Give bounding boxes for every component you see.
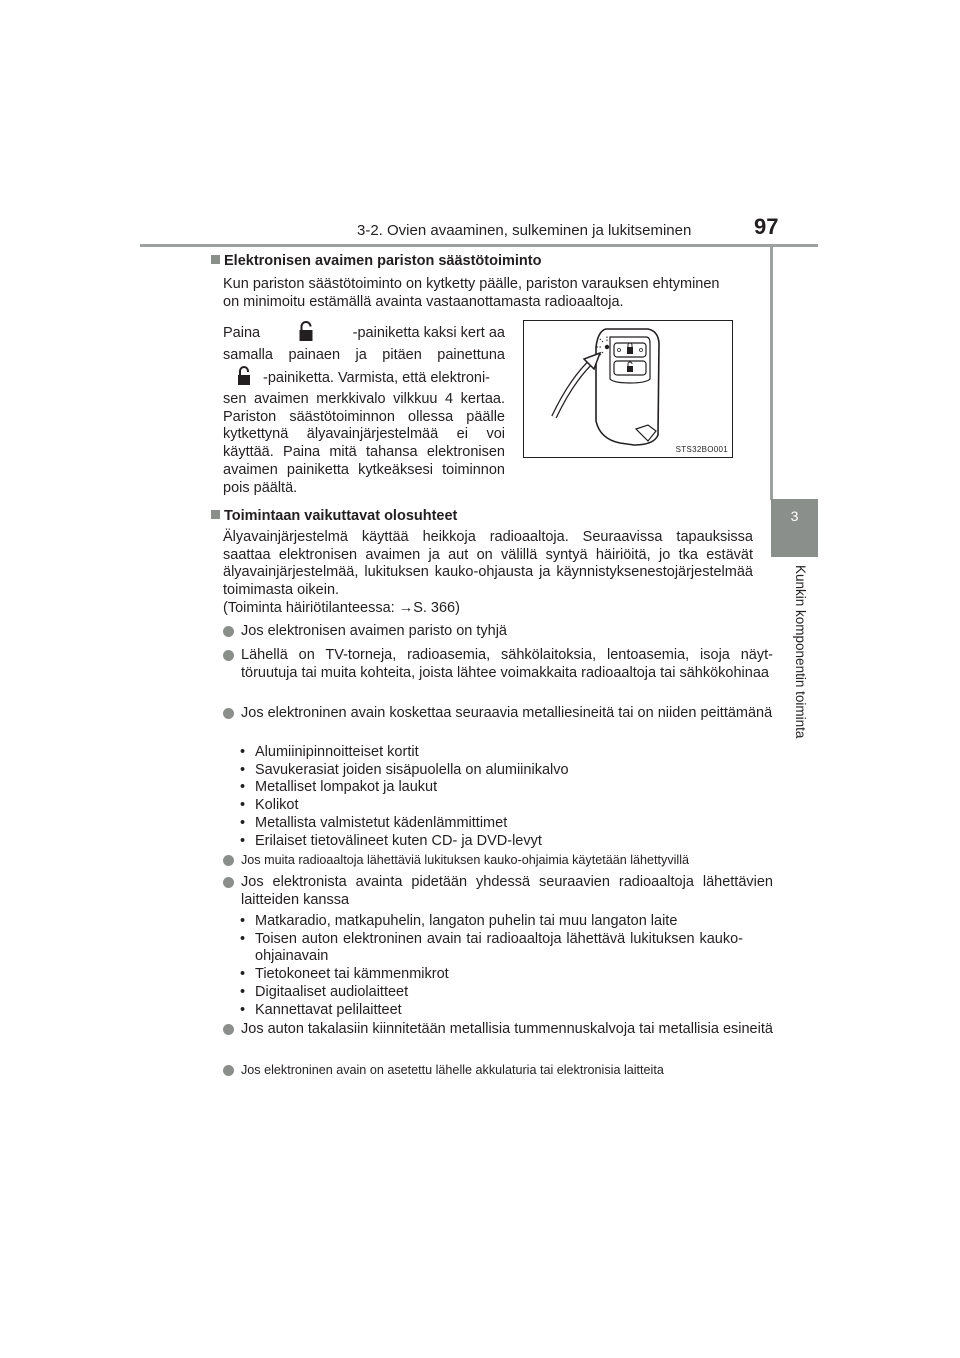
conditions-reference: (Toiminta häiriötilanteessa: →S. 366) [223, 600, 460, 616]
bullet-text: Lähellä on TV-torneja, radioasemia, sähkölaitoksia, lentoasemia, isoja näyttöruutuja tai muita kohteita, joista lähtee voimakkaita radioaaltoja tai sähkökohinaa [241, 647, 773, 681]
bullet-text: Jos elektronisen avaimen paristo on tyhjä [241, 623, 507, 639]
transmitting-devices-list [240, 913, 743, 1019]
lock-button-icon [298, 320, 314, 348]
metal-objects-list [240, 744, 755, 850]
conditions-heading-text: Toimintaan vaikuttavat olosuhteet [224, 508, 458, 524]
instruction-line-1 [223, 321, 505, 347]
list-item: • Matkaradio, matkapuhelin, langaton puhelin tai muu langaton laite [240, 913, 743, 931]
chapter-tab [771, 499, 818, 557]
section-square-icon [211, 510, 220, 519]
unlock-button-icon [237, 366, 251, 392]
list-item: • Digitaaliset audiolaitteet [240, 984, 743, 1002]
bullet-window-film [223, 1021, 773, 1039]
list-item: • Metallista valmistetut kädenlämmittimet [240, 815, 755, 833]
bullet-radio-sources [223, 647, 773, 682]
bullet-text: Jos elektronista avainta pidetään yhdessä seuraavien radioaaltoja lähettävien laitteiden kanssa [241, 874, 773, 908]
bullet-transmitting-devices [223, 874, 773, 909]
list-item: • Toisen auton elektroninen avain tai radioaaltoja lähettävä lukituksen kauko-ohjainavain [240, 931, 743, 966]
figure-code: STS32BO001 [675, 445, 728, 454]
bullet-dot-icon [223, 877, 234, 888]
smart-key-figure [523, 320, 733, 458]
instruction-line-3 [223, 367, 505, 391]
instruction-text-1a: Paina [223, 325, 261, 342]
instruction-text-1b: -painiketta kaksi kert aa [352, 325, 505, 342]
bullet-dot-icon [223, 1024, 234, 1035]
bullet-other-remotes [223, 852, 773, 870]
chapter-number: 3 [790, 508, 799, 524]
side-rule [770, 244, 773, 500]
battery-saving-instructions [223, 321, 505, 497]
section-square-icon [211, 255, 220, 264]
bullet-dot-icon [223, 650, 234, 661]
bullet-text: Jos elektroninen avain koskettaa seuraavia metalliesineitä tai on niiden peittämänä [241, 705, 773, 721]
bullet-empty-battery [223, 623, 773, 641]
bullet-dot-icon [223, 626, 234, 637]
list-item: • Kolikot [240, 797, 755, 815]
intro-line-2: on minimoitu estämällä avainta vastaanottamasta radioaaltoja. [223, 293, 624, 310]
list-item: • Erilaiset tietovälineet kuten CD- ja DVD-levyt [240, 833, 755, 851]
bullet-metal-objects [223, 705, 773, 723]
bullet-battery-charger [223, 1062, 773, 1080]
conditions-intro: Älyavainjärjestelmä käyttää heikkoja radioaaltoja. Seuraavissa tapauksissa saattaa elektronisen avaimen ja aut on välillä syntyä häiriöitä, jo tka estävät älyavainjärjestelmää, lukituksen kauko-ohjausta ja käynnistyksenestojärjestelmää toimimasta oikein. [223, 529, 753, 599]
bullet-dot-icon [223, 708, 234, 719]
bullet-dot-icon [223, 1065, 234, 1076]
header-rule [140, 244, 818, 247]
bullet-dot-icon [223, 855, 234, 866]
bullet-text: Jos muita radioaaltoja lähettäviä lukituksen kauko-ohjaimia käytetään lähettyvillä [241, 853, 690, 867]
list-item: • Savukerasiat joiden sisäpuolella on alumiinikalvo [240, 762, 755, 780]
battery-saving-heading [211, 253, 541, 269]
instruction-rest: sen avaimen merkkivalo vilkkuu 4 kertaa. Pariston säästötoiminnon ollessa päälle kytkettynä älyavainjärjestelmää ei voi käyttää. Paina mitä tahansa elektronisen avaimen painiketta kytkeäksesi toiminnon pois päältä. [223, 391, 505, 496]
chapter-side-label: Kunkin komponentin toiminta [793, 565, 808, 739]
bullet-text: Jos auton takalasiin kiinnitetään metallisia tummennuskalvoja tai metallisia esineitä [241, 1021, 773, 1037]
running-header-title: 3-2. Ovien avaaminen, sulkeminen ja lukitseminen [357, 222, 692, 239]
intro-line-1: Kun pariston säästötoiminto on kytketty päälle, pariston varauksen ehtyminen [223, 276, 720, 292]
battery-saving-heading-text: Elektronisen avaimen pariston säästötoiminto [224, 253, 542, 269]
conditions-heading [211, 508, 457, 524]
instruction-line-2: samalla painaen ja pitäen painettuna [223, 347, 505, 363]
list-item: • Tietokoneet tai kämmenmikrot [240, 966, 743, 984]
battery-saving-intro [223, 276, 753, 311]
list-item: • Metalliset lompakot ja laukut [240, 779, 755, 797]
bullet-text: Jos elektroninen avain on asetettu lähelle akkulaturia tai elektronisia laitteita [241, 1063, 664, 1077]
instruction-text-3: -painiketta. Varmista, että elektroni- [263, 370, 490, 387]
smart-key-illustration [524, 321, 732, 457]
list-item: • Kannettavat pelilaitteet [240, 1002, 743, 1020]
list-item: • Alumiinipinnoitteiset kortit [240, 744, 755, 762]
page-number: 97 [754, 214, 779, 239]
